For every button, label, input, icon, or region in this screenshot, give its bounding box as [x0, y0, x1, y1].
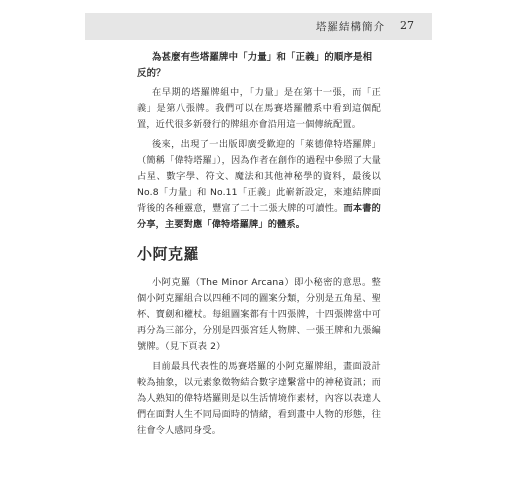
paragraph [137, 137, 381, 233]
paragraph [137, 275, 381, 355]
section-title: 小阿克羅 [137, 245, 200, 263]
paragraph-bold-text: 而本書的分享，主要對應「偉特塔羅牌」的體系。 [137, 203, 381, 230]
page-body [137, 50, 381, 443]
chapter-title: 塔羅結構簡介 [316, 21, 385, 33]
paragraph [137, 359, 381, 439]
paragraph-text: 目前最具代表性的馬賽塔羅的小阿克羅牌組，畫面設計較為抽象，以元素象徵物結合數字達繫當中的神秘資訊；而為人熟知的偉特塔羅則是以生活情境作素材，內容以表達人們在面對人生不同局面時的情緒，看到畫中人物的形態，往往會令人感同身受。 [137, 361, 381, 436]
paragraph-text: 後來，出現了一出版即廣受歡迎的「萊德偉特塔羅牌」（簡稱「偉特塔羅」），因為作者在創作的過程中參照了大量占星、數字學、符文、魔法和其他神秘學的資料，最後以No.8「力量」和 No.11「正義」此嶄新設定，來連結牌面背後的各種靈意，豐富了二十二張大牌的可讀性。 [137, 139, 381, 214]
paragraph [137, 85, 381, 133]
paragraph-text: 小阿克羅（The Minor Arcana）即小秘密的意思。整個小阿克羅組合以四種不同的圖案分類，分別是五角星、聖杯、寶劍和權杖。每組圖案都有十四張牌，十四張牌當中可再分為三部分，分別是四張宮廷人物牌、一張王牌和九張編號牌。（見下頁表 2） [137, 277, 381, 352]
question-heading: 為甚麼有些塔羅牌中「力量」和「正義」的順序是相反的？ [137, 52, 373, 79]
running-header [85, 13, 432, 40]
page-number: 27 [400, 19, 414, 32]
paragraph-text: 在早期的塔羅牌組中，「力量」是在第十一張，而「正義」是第八張牌。我們可以在馬賽塔羅體系中看到這個配置，近代很多新發行的牌組亦會沿用這一個傳統配置。 [137, 87, 381, 130]
